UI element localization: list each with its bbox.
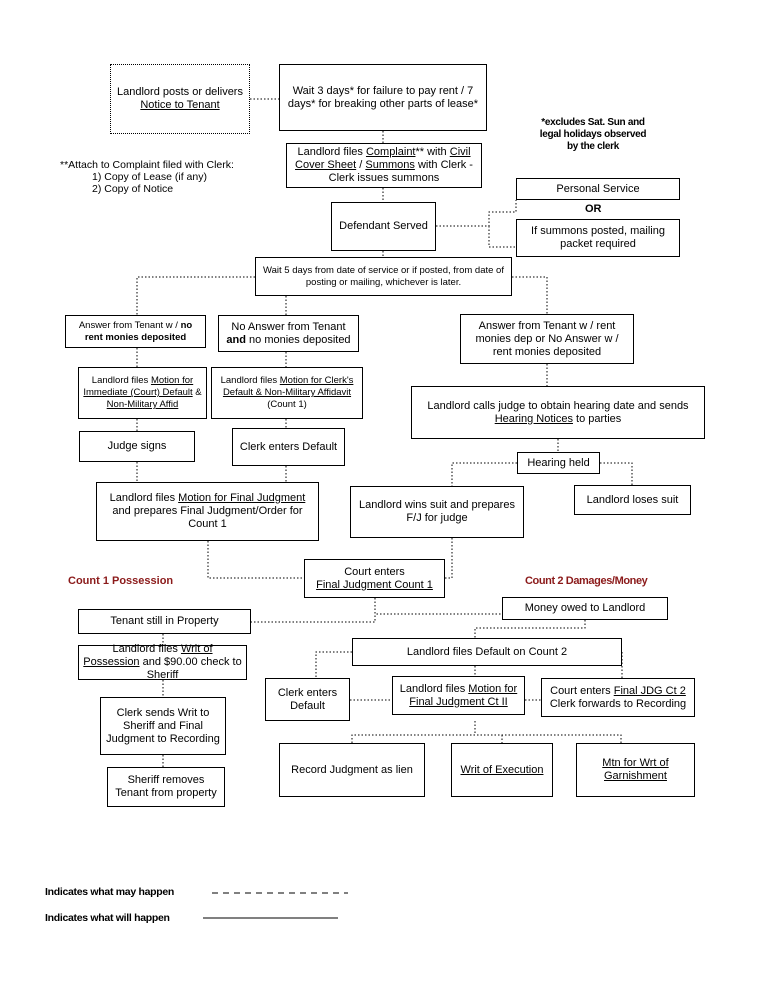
final-judgment-text: [101, 492, 314, 531]
attach-note-item-2: 2) Copy of Notice: [92, 183, 174, 195]
clerk-sends-box: [100, 697, 226, 755]
wait3-text: Wait 3 days* for failure to pay rent / 7 days* for breaking other parts of lease*: [287, 84, 479, 110]
motion-fj2-text: [397, 683, 520, 709]
writ-poss-link: Writ of Possession: [83, 643, 213, 668]
excludes-note: *excludes Sat. Sun and legal holidays observed by the clerk: [539, 117, 647, 152]
motion-imm-t2: &: [192, 387, 202, 398]
summons-posted-box: [516, 219, 680, 257]
answer-tenant-box: [65, 315, 206, 348]
garnishment-text: Mtn for Wrt of Garnishment: [602, 757, 669, 782]
judge-signs-box: [79, 431, 195, 462]
attach-note-title: **Attach to Complaint filed with Clerk:: [60, 159, 234, 171]
notice-text: Landlord posts or delivers: [117, 86, 243, 98]
answer-tenant-t1: Answer from Tenant w /: [78, 319, 181, 331]
motion-imm-link: Motion for Immediate (Court) Default: [83, 375, 194, 398]
final-judgment-t2: and prepares Final Judgment/Order for Count 1: [112, 505, 303, 530]
writ-poss-t2: and $90.00 check to Sheriff: [139, 656, 242, 681]
answer-tenant-bold: no rent monies deposited: [84, 319, 193, 343]
writ-execution-box: [451, 743, 553, 797]
garnishment-box: [576, 743, 695, 797]
complaint-t2: ** with: [415, 146, 450, 158]
complaint-t1: Landlord files: [297, 146, 366, 158]
count1-label: Count 1 Possession: [68, 575, 174, 587]
motion-immediate-text: [83, 375, 202, 411]
sheriff-removes-box: [107, 767, 225, 807]
hearing-held-box: [517, 452, 600, 474]
complaint-link: Complaint: [365, 146, 416, 158]
court-jdg2-t1: Court enters: [550, 684, 614, 697]
complaint-t4: with Clerk - Clerk issues summons: [328, 159, 473, 184]
answer-rent-text: Answer from Tenant w / rent monies dep or No Answer w / rent monies deposited: [475, 319, 619, 358]
motion-clerk-box: [211, 367, 363, 419]
legend-will: Indicates what will happen: [45, 912, 170, 924]
sheriff-removes-text: Sheriff removes Tenant from property: [115, 774, 217, 799]
motion-clerk-t2: (Count 1): [267, 399, 307, 410]
no-answer-t2: no monies deposited: [245, 333, 351, 346]
hearing-call-t2: to parties: [572, 412, 622, 425]
attach-note: [60, 159, 275, 195]
record-lien-text: Record Judgment as lien: [291, 763, 413, 776]
motion-clerk-text: [216, 375, 358, 411]
default-ct2-text: Landlord files Default on Count 2: [406, 645, 568, 658]
final-judgment-link: Motion for Final Judgment: [178, 492, 306, 504]
hearing-call-box: [411, 386, 705, 439]
no-answer-t1: No Answer from Tenant: [231, 320, 346, 333]
court-jdg2-link: Final JDG Ct 2: [613, 684, 686, 697]
hearing-call-t1: Landlord calls judge to obtain hearing date and sends: [427, 399, 689, 412]
complaint-text: [291, 146, 477, 185]
wait5-text: Wait 5 days from date of service or if posted, from date of posting or mailing, whichever is later.: [263, 264, 504, 288]
wait3-box: [279, 64, 487, 131]
motion-clerk-t1: Landlord files: [220, 375, 280, 386]
court-final-box: [304, 559, 445, 598]
tenant-property-text: Tenant still in Property: [110, 615, 219, 627]
answer-tenant-text: [70, 320, 201, 344]
no-answer-box: [218, 315, 359, 352]
motion-fj2-link: Motion for Final Judgment Ct II: [409, 682, 518, 708]
wins-suit-box: [350, 486, 524, 538]
notice-box: [110, 64, 250, 134]
writ-execution-text: Writ of Execution: [460, 763, 544, 776]
summons-link: Summons: [365, 159, 415, 171]
motion-clerk-link: Motion for Clerk's Default & Non-Military Affidavit: [222, 375, 354, 398]
legend-may: Indicates what may happen: [45, 886, 175, 898]
answer-rent-box: [460, 314, 634, 364]
final-judgment-t1: Landlord files: [109, 492, 179, 504]
judge-signs-text: Judge signs: [107, 440, 167, 452]
hearing-call-text: [416, 400, 700, 426]
no-answer-and: and: [226, 333, 246, 346]
court-jdg2-text: [546, 685, 690, 711]
clerk-default2-text: Clerk enters Default: [277, 686, 338, 712]
motion-fj2-t1: Landlord files: [399, 682, 469, 695]
default-ct2-box: [352, 638, 622, 666]
non-military-link: Non-Military Affid: [106, 399, 179, 410]
money-owed-box: [502, 597, 668, 620]
attach-note-item-1: 1) Copy of Lease (if any): [92, 171, 207, 183]
final-judgment-box: [96, 482, 319, 541]
loses-suit-box: [574, 485, 691, 515]
money-owed-text: Money owed to Landlord: [524, 602, 646, 614]
complaint-t3: /: [356, 159, 366, 171]
court-jdg2-t2: Clerk forwards to Recording: [549, 697, 687, 710]
civil-cover-link: Civil Cover Sheet: [295, 146, 471, 171]
personal-service-box: [516, 178, 680, 200]
defendant-served-text: Defendant Served: [339, 220, 428, 232]
court-final-t1a: Court enters: [344, 565, 405, 578]
motion-imm-t1: Landlord files: [91, 375, 151, 386]
hearing-held-text: Hearing held: [527, 456, 590, 469]
or-label: OR: [585, 203, 602, 215]
clerk-default-box: [232, 428, 345, 466]
defendant-served-box: [331, 202, 436, 251]
personal-service-text: Personal Service: [556, 182, 640, 195]
court-final-t1: [344, 566, 405, 579]
motion-fj2-box: [392, 676, 525, 715]
writ-possession-box: [78, 645, 247, 680]
writ-poss-t1: Landlord files: [112, 643, 181, 655]
clerk-default-text: Clerk enters Default: [239, 440, 338, 453]
notice-link: Notice to Tenant: [140, 99, 220, 111]
motion-immediate-box: [78, 367, 207, 419]
court-final-link: Final Judgment Count 1: [316, 578, 433, 591]
hearing-notices-link: Hearing Notices: [494, 412, 573, 425]
court-jdg2-box: [541, 678, 695, 717]
summons-posted-text: If summons posted, mailing packet required: [531, 225, 665, 250]
complaint-box: [286, 143, 482, 188]
wins-suit-text: Landlord wins suit and prepares F/J for judge: [359, 499, 515, 524]
count2-label: Count 2 Damages/Money: [525, 575, 648, 587]
wait5-box: [255, 257, 512, 296]
record-lien-box: [279, 743, 425, 797]
loses-suit-text: Landlord loses suit: [586, 493, 679, 506]
tenant-property-box: [78, 609, 251, 634]
writ-possession-text: [83, 643, 242, 682]
clerk-sends-text: Clerk sends Writ to Sheriff and Final Judgment to Recording: [106, 706, 220, 745]
clerk-default2-box: [265, 678, 350, 721]
no-answer-line2: [226, 334, 350, 347]
